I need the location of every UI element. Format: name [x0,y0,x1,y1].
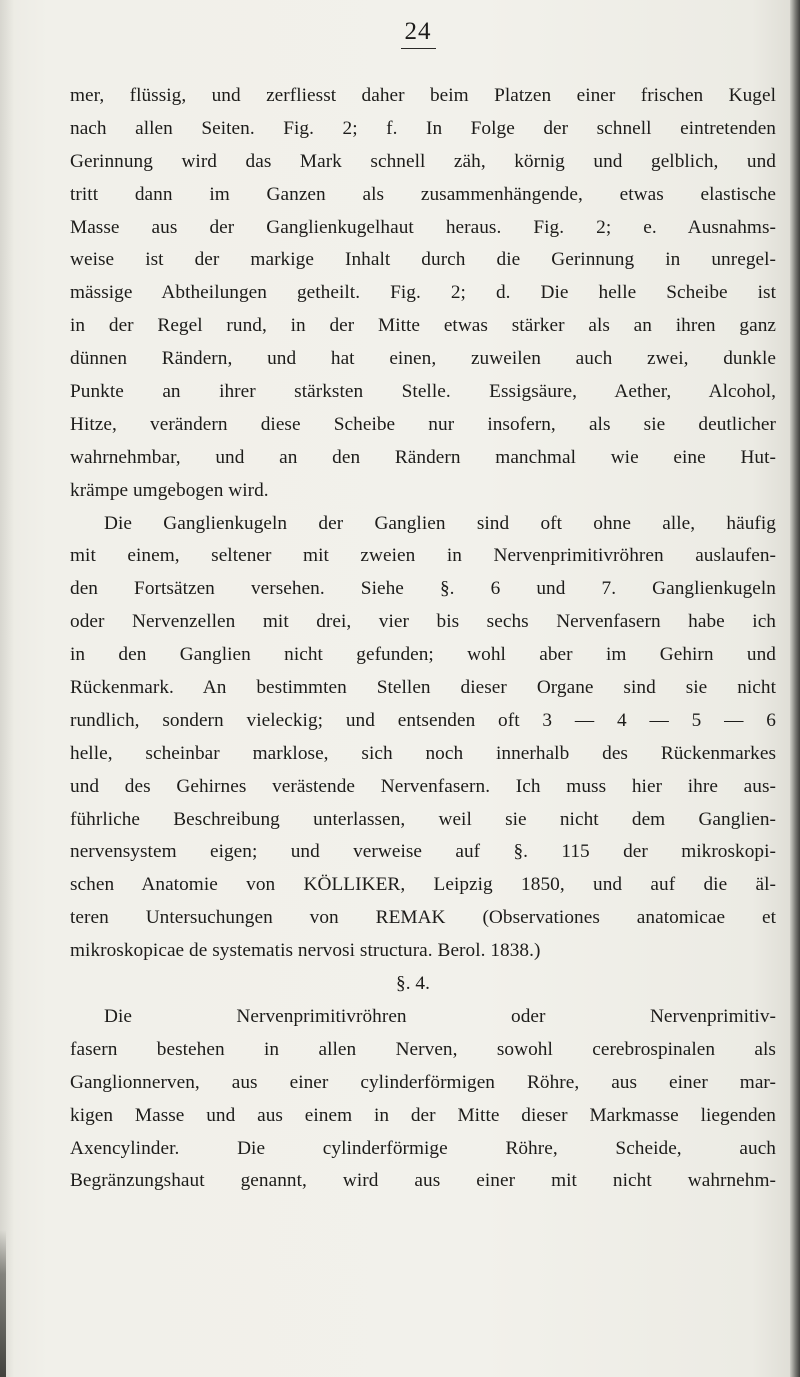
text-line: kigen Masse und aus einem in der Mitte dieser Markmasse liegenden [70,1104,776,1126]
text-line: in den Ganglien nicht gefunden; wohl aber im Gehirn und [70,644,776,666]
text-line: tritt dann im Ganzen als zusammenhängende, etwas elastische [70,183,776,205]
text-line: weise ist der markige Inhalt durch die Gerinnung in unregel- [70,249,776,271]
page-number-text: 24 [401,18,436,49]
page-number [0,18,800,49]
text-line: Axencylinder. Die cylinderförmige Röhre, Scheide, auch [70,1137,776,1159]
text-line: helle, scheinbar marklose, sich noch innerhalb des Rückenmarkes [70,742,776,764]
text-line: mässige Abtheilungen getheilt. Fig. 2; d. Die helle Scheibe ist [70,282,776,304]
text-line: nach allen Seiten. Fig. 2; f. In Folge der schnell eintretenden [70,117,776,139]
text-line: Ganglionnerven, aus einer cylinderförmigen Röhre, aus einer mar- [70,1071,776,1093]
text-line: Masse aus der Ganglienkugelhaut heraus. Fig. 2; e. Ausnahms- [70,216,776,238]
text-line: mer, flüssig, und zerfliesst daher beim Platzen einer frischen Kugel [70,85,776,106]
text-line: nervensystem eigen; und verweise auf §. 115 der mikroskopi- [70,841,776,863]
text-line: teren Untersuchungen von REMAK (Observationes anatomicae et [70,907,776,929]
paragraph-end-line: mikroskopicae de systematis nervosi structura. Berol. 1838.) [70,940,541,962]
body-text [70,80,776,1198]
text-line: fasern bestehen in allen Nerven, sowohl cerebrospinalen als [70,1038,776,1060]
page-edge [790,0,800,1377]
paragraph-start-line: Die Ganglienkugeln der Ganglien sind oft ohne alle, häufig [104,512,776,534]
text-line: Begränzungshaut genannt, wird aus einer mit nicht wahrnehm- [70,1170,776,1192]
text-line: den Fortsätzen versehen. Siehe §. 6 und 7. Ganglienkugeln [70,578,776,600]
section-heading: §. 4. [396,973,430,995]
text-line: wahrnehmbar, und an den Rändern manchmal wie eine Hut- [70,446,776,468]
paragraph-start-line: Die Nervenprimitivröhren oder Nervenprimitiv- [104,1005,776,1027]
text-line: führliche Beschreibung unterlassen, weil sie nicht dem Ganglien- [70,808,776,830]
text-line: Gerinnung wird das Mark schnell zäh, körnig und gelblich, und [70,150,776,172]
text-line: rundlich, sondern vieleckig; und entsenden oft 3 — 4 — 5 — 6 [70,709,776,731]
page-edge-marks [0,1230,6,1377]
text-line: Hitze, verändern diese Scheibe nur insofern, als sie deutlicher [70,413,776,435]
text-line: Rückenmark. An bestimmten Stellen dieser Organe sind sie nicht [70,677,776,699]
text-line: dünnen Rändern, und hat einen, zuweilen auch zwei, dunkle [70,348,776,370]
text-line: schen Anatomie von KÖLLIKER, Leipzig 1850, und auf die äl- [70,874,776,896]
paragraph-end-line: krämpe umgebogen wird. [70,479,269,501]
text-line: mit einem, seltener mit zweien in Nervenprimitivröhren auslaufen- [70,545,776,567]
text-line: oder Nervenzellen mit drei, vier bis sechs Nervenfasern habe ich [70,611,776,633]
text-line: und des Gehirnes verästende Nervenfasern. Ich muss hier ihre aus- [70,775,776,797]
page-gutter-shadow [0,0,14,1377]
text-line: Punkte an ihrer stärksten Stelle. Essigsäure, Aether, Alcohol, [70,381,776,403]
text-line: in der Regel rund, in der Mitte etwas stärker als an ihren ganz [70,315,776,337]
